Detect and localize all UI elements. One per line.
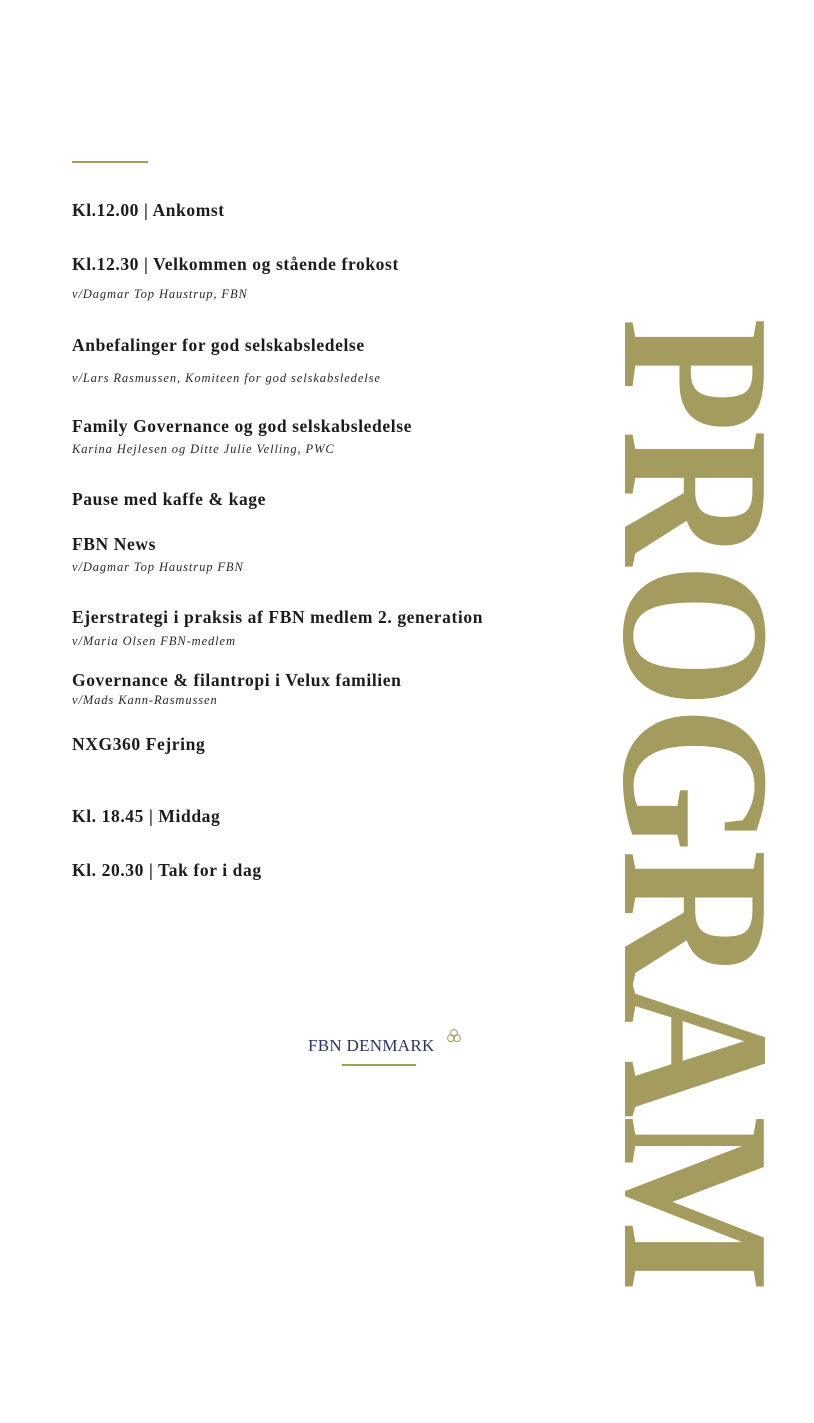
- program-item-speaker: v/Dagmar Top Haustrup, FBN: [72, 287, 248, 301]
- program-item-title: Anbefalinger for god selskabsledelse: [72, 335, 365, 355]
- program-item-title: Kl.12.30 | Velkommen og stående frokost: [72, 254, 399, 274]
- program-item-speaker: v/Mads Kann-Rasmussen: [72, 693, 218, 707]
- program-item-title: Family Governance og god selskabsledelse: [72, 416, 412, 436]
- program-item-title: Kl. 20.30 | Tak for i dag: [72, 860, 262, 880]
- program-item-speaker: Karina Hejlesen og Ditte Julie Velling, PWC: [72, 442, 335, 456]
- program-item-title: NXG360 Fejring: [72, 734, 206, 754]
- program-vertical-title: [579, 318, 814, 1291]
- program-item-title: Governance & filantropi i Velux familien: [72, 670, 402, 690]
- top-divider: [72, 161, 148, 163]
- program-item-title: Kl. 18.45 | Middag: [72, 806, 221, 826]
- program-item-title: Ejerstrategi i praksis af FBN medlem 2. generation: [72, 607, 484, 627]
- program-vertical-title-text: PROGRAM: [579, 318, 814, 1291]
- program-item-speaker: v/Dagmar Top Haustrup FBN: [72, 560, 244, 574]
- fbn-denmark-logo-text: FBN DENMARK: [308, 1036, 435, 1055]
- program-item-title: FBN News: [72, 534, 157, 554]
- trefoil-rings-icon: [446, 1028, 462, 1044]
- program-item-title: Kl.12.00 | Ankomst: [72, 200, 225, 220]
- program-item-speaker: v/Lars Rasmussen, Komiteen for god selskabsledelse: [72, 371, 381, 385]
- program-item-speaker: v/Maria Olsen FBN-medlem: [72, 634, 236, 648]
- footer-divider: [342, 1064, 416, 1066]
- program-item-title: Pause med kaffe & kage: [72, 489, 267, 509]
